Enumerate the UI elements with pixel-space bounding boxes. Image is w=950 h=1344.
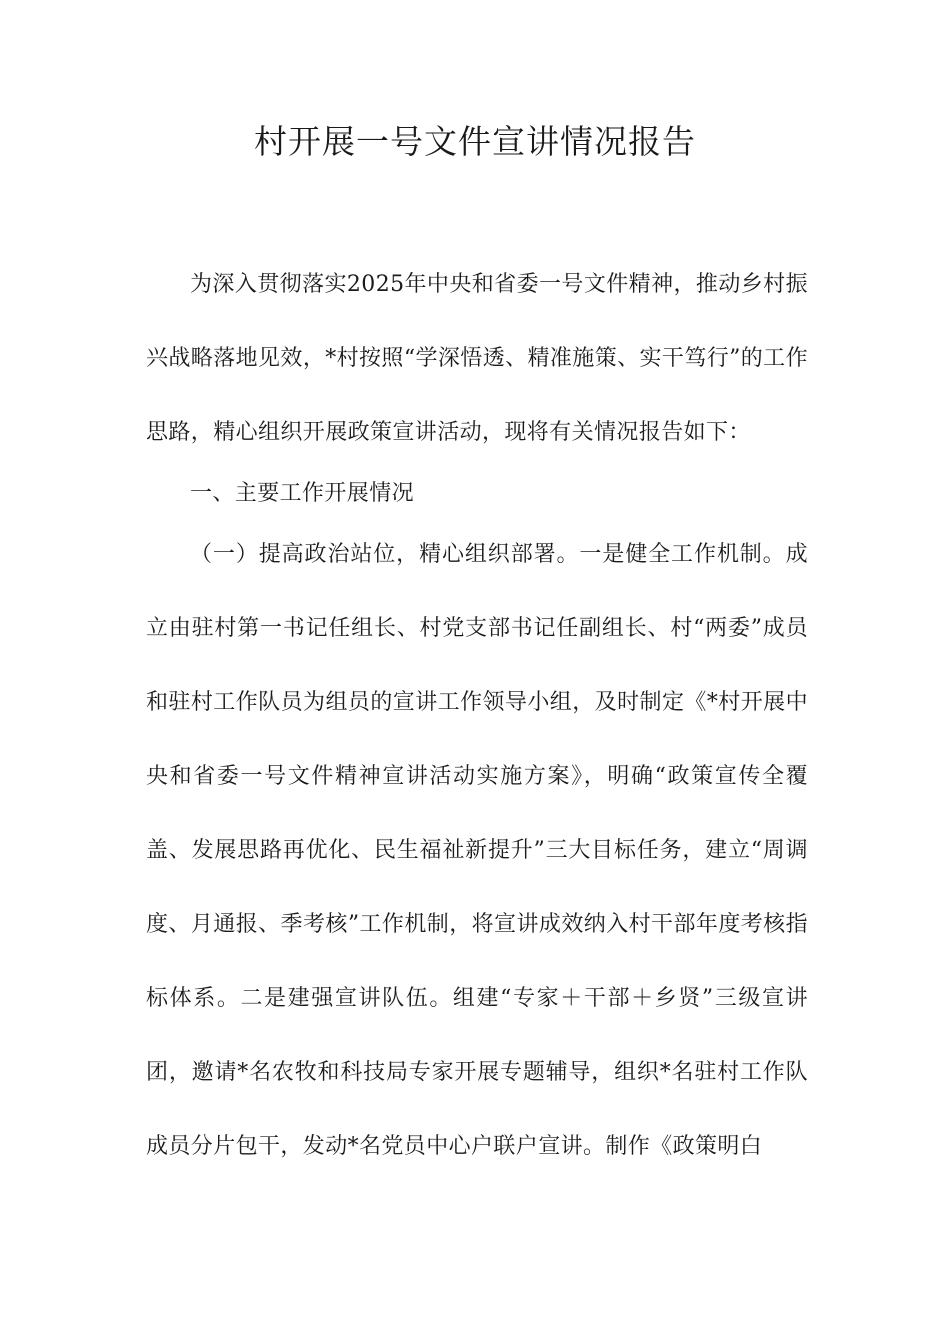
- section-1-paragraph: （一）提高政治站位，精心组织部署。一是健全工作机制。成立由驻村第一书记任组长、村党支部书记任副组长、村“两委”成员和驻村工作队员为组员的宣讲工作领导小组，及时制定《*村开展中央和省委一号文件精神宣讲活动实施方案》，明确“政策宣传全覆盖、发展思路再优化、民生福祉新提升”三大目标任务，建立“周调度、月通报、季考核”工作机制，将宣讲成效纳入村干部年度考核指标体系。二是建强宣讲队伍。组建“专家＋干部＋乡贤”三级宣讲团，邀请*名农牧和科技局专家开展专题辅导，组织*名驻村工作队成员分片包干，发动*名党员中心户联户宣讲。制作《政策明白: [146, 542, 808, 1159]
- intro-paragraph: 为深入贯彻落实2025年中央和省委一号文件精神，推动乡村振兴战略落地见效，*村按照“学深悟透、精准施策、实干笃行”的工作思路，精心组织开展政策宣讲活动，现将有关情况报告如下：: [146, 272, 808, 445]
- document-body: [146, 248, 808, 1184]
- section-heading: 一、主要工作开展情况: [190, 481, 415, 506]
- document-title: 村开展一号文件宣讲情况报告: [254, 122, 696, 161]
